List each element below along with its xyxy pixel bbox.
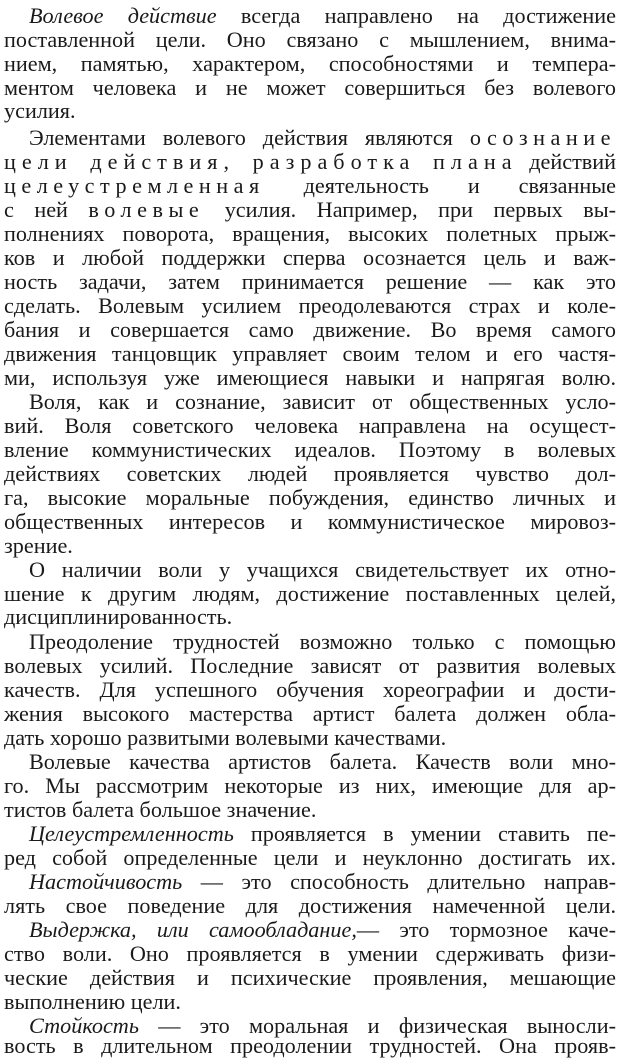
text-line: шение к другим людям, достижение поставленных целей, <box>4 581 616 606</box>
text-line: ство воли. Оно проявляется в умении сдерживать физи- <box>4 941 616 966</box>
spaced-term: осознание <box>469 125 616 150</box>
spaced-term: цели действия, разработка плана <box>4 149 518 174</box>
text-line <box>4 869 616 895</box>
text-line: лять свое поведение для достижения намеченной цели. <box>4 893 616 918</box>
text-line: ментом человека и не может совершиться без волевого <box>4 75 616 100</box>
book-page <box>4 0 616 1058</box>
text-line <box>4 3 616 29</box>
text-line: Воля, как и сознание, зависит от общественных усло- <box>29 389 616 414</box>
text-line: го. Мы рассмотрим некоторые из них, имеющие для ар- <box>4 773 616 798</box>
text-line <box>4 197 616 223</box>
text-span: проявляется в умении ставить пе- <box>233 821 616 846</box>
text-line: действиях советских людей проявляется чувство дол- <box>4 461 616 486</box>
text-line <box>4 821 616 847</box>
text-line: ческие действия и психические проявления, мешающие <box>4 965 616 990</box>
italic-term: Целеустремленность <box>29 821 234 846</box>
text-span: всегда направлено на достижение <box>216 3 616 28</box>
text-span: — это моральная и физическая выносли- <box>138 1013 616 1038</box>
text-line: сделать. Волевым усилием преодолеваются страх и коле- <box>4 293 616 318</box>
text-span: деятельность и связанные <box>264 173 616 198</box>
text-span: действий <box>517 149 616 174</box>
text-line <box>4 149 616 175</box>
text-line: тистов балета большое значение. <box>4 797 317 822</box>
text-line: ред собой определенные цели и неуклонно достигать их. <box>4 845 616 870</box>
text-line: ков и любой поддержки сперва осознается цель и важ- <box>4 245 616 270</box>
text-line: волевых усилий. Последние зависят от развития волевых <box>4 653 616 678</box>
text-line: поставленной цели. Оно связано с мышлением, внима- <box>4 27 616 52</box>
text-line: общественных интересов и коммунистическое мировоз- <box>4 509 616 534</box>
italic-term: Волевое действие <box>29 3 217 28</box>
text-line: полнениях поворота, вращения, высоких полетных прыж- <box>4 221 616 246</box>
text-line: нием, памятью, характером, способностями и темпера- <box>4 51 616 76</box>
text-line <box>4 173 616 199</box>
text-line: О наличии воли у учащихся свидетельствует их отно- <box>29 557 616 582</box>
text-line: Волевые качества артистов балета. Качеств воли мно- <box>29 749 616 774</box>
spaced-term: целеустремленная <box>4 173 265 198</box>
italic-term: Выдержка, или самообладание, <box>29 917 357 942</box>
text-span: усилия. Например, при первых вы- <box>204 197 616 222</box>
text-line: ми, используя уже имеющиеся навыки и напрягая волю. <box>4 365 616 390</box>
text-line: качеств. Для успешного обучения хореографии и дости- <box>4 677 616 702</box>
italic-term: Настойчивость <box>29 869 183 894</box>
text-line: га, высокие моральные побуждения, единство личных и <box>4 485 616 510</box>
text-span: — это тормозное каче- <box>356 917 616 942</box>
text-line <box>4 917 616 943</box>
text-line: выполнению цели. <box>4 989 181 1014</box>
text-span: с ней <box>4 197 89 222</box>
spaced-term: волевые <box>88 197 205 222</box>
text-line: дать хорошо развитыми волевыми качествами. <box>4 725 447 750</box>
text-span: Элементами волевого действия являются <box>29 125 470 150</box>
text-line: бания и совершается само движение. Во время самого <box>4 317 616 342</box>
italic-term: Стойкость <box>29 1013 139 1038</box>
text-line: жения высокого мастерства артист балета должен обла- <box>4 701 616 726</box>
text-line: ность задачи, затем принимается решение — как это <box>4 269 616 294</box>
text-line: движения танцовщик управляет своим телом и его частя- <box>4 341 616 366</box>
text-line: вий. Воля советского человека направлена на осущест- <box>4 413 616 438</box>
text-line: зрение. <box>4 533 73 558</box>
text-line: Преодоление трудностей возможно только с помощью <box>29 629 616 654</box>
text-line: усилия. <box>4 98 76 123</box>
text-line: вость в длительном преодолении трудностей. Она прояв- <box>4 1033 616 1058</box>
text-line <box>4 125 616 151</box>
text-line: дисциплинированность. <box>4 604 233 629</box>
text-span: — это способность длительно направ- <box>182 869 616 894</box>
text-line: вление коммунистических идеалов. Поэтому в волевых <box>4 437 616 462</box>
